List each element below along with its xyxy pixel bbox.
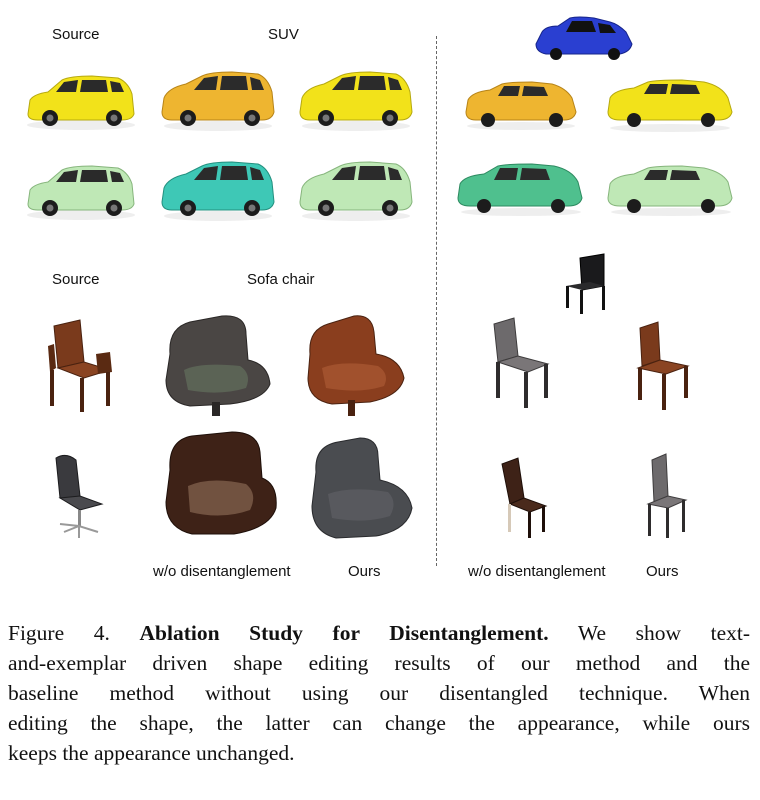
caption-prefix: Figure 4. [8, 621, 140, 645]
label-source-mid: Source [52, 271, 100, 288]
label-sofa-chair: Sofa chair [247, 271, 315, 288]
chair-right-wo-disentanglement-dark-brown [494, 454, 556, 544]
label-suv: SUV [268, 26, 299, 43]
car-right-wo-disentanglement-seagreen [456, 160, 586, 218]
car-ours-yellow [296, 68, 416, 134]
chair-exemplar-black [560, 252, 616, 318]
label-ours-left: Ours [348, 563, 381, 580]
caption-line-1 [8, 618, 750, 648]
caption-line1-rest: We show text- [548, 621, 750, 645]
chair-right-ours-brown [626, 320, 698, 416]
chair-wo-disentanglement-sofa-dark-brown [162, 430, 282, 548]
car-wo-disentanglement-orange [158, 68, 278, 134]
chair-right-ours-grey [638, 452, 694, 544]
chair-ours-sofa-dark-grey [304, 436, 422, 548]
caption-line-4: editing the shape, the latter can change the appearance, while ours [8, 711, 750, 735]
chair-source-office [44, 452, 108, 544]
label-wo-disentanglement-left: w/o disentanglement [153, 563, 291, 580]
label-source-top: Source [52, 26, 100, 43]
car-ours-green [296, 158, 416, 224]
caption-line-3: baseline method without using our disentangled technique. When [8, 681, 750, 705]
chair-ours-sofa-brown [300, 314, 410, 418]
caption-title: Ablation Study for Disentanglement. [139, 621, 549, 645]
chair-right-wo-disentanglement-grey [484, 316, 556, 412]
car-source-yellow [22, 70, 140, 132]
label-wo-disentanglement-right: w/o disentanglement [468, 563, 606, 580]
chair-wo-disentanglement-sofa-grey [160, 314, 278, 418]
caption-line-2: and-exemplar driven shape editing results of our method and the [8, 651, 750, 675]
label-ours-right: Ours [646, 563, 679, 580]
dashed-divider [436, 36, 437, 566]
car-source-green [22, 160, 140, 222]
car-right-ours-yellow [604, 76, 736, 134]
car-right-ours-green [606, 162, 736, 218]
caption-line-5: keeps the appearance unchanged. [8, 741, 295, 765]
car-exemplar-blue [532, 14, 636, 66]
car-wo-disentanglement-teal [158, 158, 278, 224]
car-right-wo-disentanglement-orange [462, 78, 580, 132]
chair-source-brown-armchair [40, 316, 120, 416]
figure-caption [8, 618, 750, 768]
